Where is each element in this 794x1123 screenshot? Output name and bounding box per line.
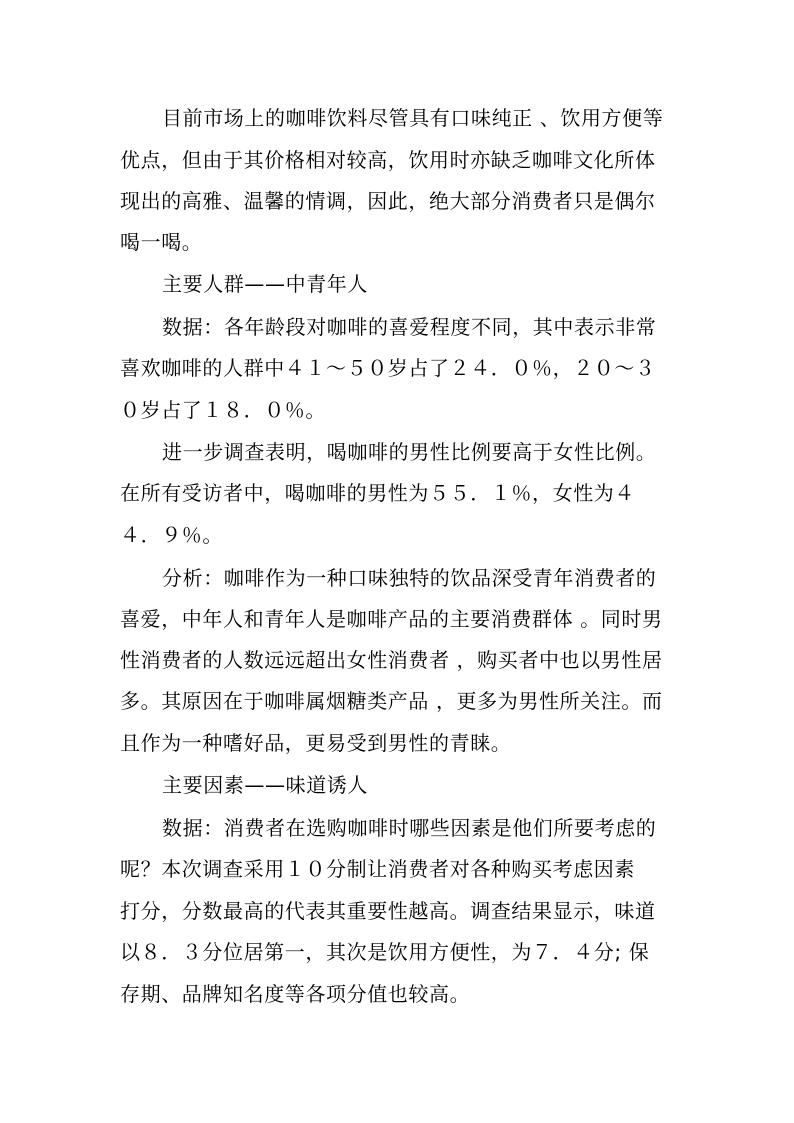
section-heading-main-group: 主要人群——中青年人 <box>162 272 368 296</box>
paragraph-line: 优点，但由于其价格相对较高，饮用时亦缺乏咖啡文化所体 <box>120 148 656 172</box>
paragraph-line: 呢？本次调查采用１０分制让消费者对各种购买考虑因素 <box>120 857 635 881</box>
paragraph-line: 进一步调查表明，喝咖啡的男性比例要高于女性比例。 <box>162 440 657 464</box>
paragraph-line: 数据：消费者在选购咖啡时哪些因素是他们所要考虑的 <box>162 816 657 840</box>
paragraph-line: 多。其原因在于咖啡属烟糖类产品 ，更多为男性所关注。而 <box>120 689 663 713</box>
paragraph-line: 现出的高雅、温馨的情调，因此，绝大部分消费者只是偶尔 <box>120 189 656 213</box>
paragraph-line: 以８．３分位居第一，其次是饮用方便性，为７．４分; 保 <box>120 940 650 964</box>
paragraph-line: 在所有受访者中，喝咖啡的男性为５５．１％，女性为４ <box>120 481 635 505</box>
paragraph-line: 数据：各年龄段对咖啡的喜爱程度不同，其中表示非常 <box>162 315 657 339</box>
paragraph-line: ４．９％。 <box>120 523 223 547</box>
section-heading-main-factor: 主要因素——味道诱人 <box>162 773 368 797</box>
paragraph-line: 存期、品牌知名度等各项分值也较高。 <box>120 982 471 1006</box>
paragraph-line: 目前市场上的咖啡饮料尽管具有口味纯正 、饮用方便等 <box>162 106 664 130</box>
paragraph-line: 喜爱，中年人和青年人是咖啡产品的主要消费群体 。同时男 <box>120 607 663 631</box>
paragraph-line: 喝一喝。 <box>120 230 203 254</box>
paragraph-line: 性消费者的人数远远超出女性消费者 ，购买者中也以男性居 <box>120 648 663 672</box>
paragraph-line: 打分，分数最高的代表其重要性越高。调查结果显示，味道 <box>120 899 656 923</box>
paragraph-line: 分析：咖啡作为一种口味独特的饮品深受青年消费者的 <box>162 566 657 590</box>
paragraph-line: ０岁占了１８．０％。 <box>120 398 326 422</box>
paragraph-line: 且作为一种嗜好品，更易受到男性的青睐。 <box>120 731 512 755</box>
paragraph-line: 喜欢咖啡的人群中４１～５０岁占了２４．０％，２０～３ <box>120 356 656 380</box>
